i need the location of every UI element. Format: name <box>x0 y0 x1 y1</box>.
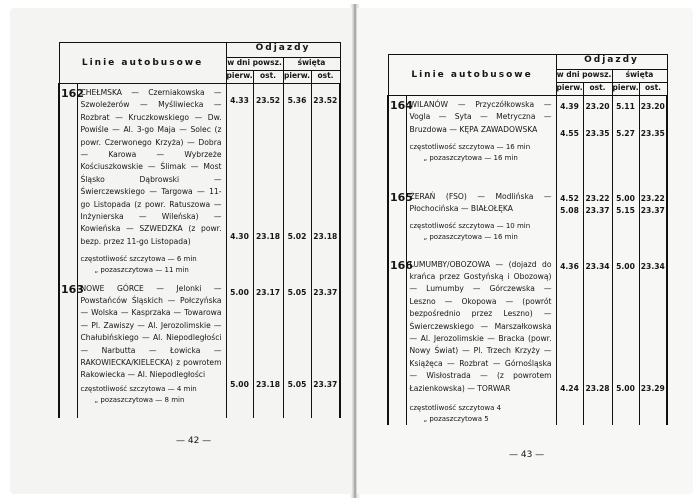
time-cell: 5.05 5.05 <box>283 280 311 418</box>
weekdays-header: w dni powsz. <box>556 70 612 83</box>
time-cell: 5.00 5.00 <box>226 280 253 418</box>
route-row <box>388 188 667 256</box>
route-row <box>388 96 667 188</box>
route-description: NOWE GÓRCE — Jelonki — Powstańców Śląskich — Połczyńska — Wolska — Kasprzaka — Towarowa — Pl. Zawiszy — Al. Jerozolimskie — Chałubińskiego — Al. Niepodległości — Narbutta — Łowicka — RAKOWIECKA/KIELECKA) z powrotem Rakowiecka — Al. Niepodległości częstotliwość szczytowa — 4 min „ pozaszczytowa — 8 min <box>77 280 226 418</box>
route-row <box>59 84 340 280</box>
right-page <box>357 8 693 494</box>
last-header: ost. <box>639 83 667 96</box>
time-cell: 23.34 23.28 <box>583 256 612 425</box>
holidays-header: święta <box>612 70 667 83</box>
lines-header: Linie autobusowe <box>59 43 226 84</box>
time-cell: 4.36 4.24 <box>556 256 583 425</box>
route-number: 166 <box>388 256 406 425</box>
route-description: WILANÓW — Przyczółkowska — Vogla — Syta — Metryczna — Bruzdowa — KĘPA ZAWADOWSKA częstotliwość szczytowa — 16 min „ pozaszczytowa — 16 min <box>406 96 556 188</box>
time-cell: 5.36 5.02 <box>283 84 311 280</box>
timetable-right <box>387 54 668 425</box>
departures-header: Odjazdy <box>556 55 667 70</box>
time-cell: 4.39 4.55 <box>556 96 583 188</box>
time-cell: 23.22 23.37 <box>583 188 612 256</box>
time-cell: 23.20 23.35 <box>583 96 612 188</box>
time-cell: 23.17 23.18 <box>253 280 283 418</box>
first-header: pierw. <box>556 83 583 96</box>
first-header: pierw. <box>612 83 639 96</box>
weekdays-header: w dni powsz. <box>226 58 283 71</box>
route-frequency: częstotliwość szczytowa 4 „ pozaszczytowa 5 <box>409 403 502 423</box>
holidays-header: święta <box>283 58 340 71</box>
time-cell: 23.52 23.18 <box>311 84 340 280</box>
first-header: pierw. <box>226 71 253 84</box>
page-number: — 42 — <box>176 436 212 446</box>
route-row <box>59 280 340 418</box>
route-row <box>388 256 667 425</box>
time-cell: 5.00 5.00 <box>612 256 639 425</box>
route-frequency: częstotliwość szczytowa — 16 min „ pozaszczytowa — 16 min <box>409 143 531 163</box>
route-number: 165 <box>388 188 406 256</box>
route-frequency: częstotliwość szczytowa — 4 min „ pozaszczytowa — 8 min <box>80 384 197 404</box>
page-number: — 43 — <box>509 450 545 460</box>
last-header: ost. <box>253 71 283 84</box>
time-cell: 23.20 23.35 <box>639 96 667 188</box>
time-cell: 23.37 23.37 <box>311 280 340 418</box>
last-header: ost. <box>583 83 612 96</box>
lines-header: Linie autobusowe <box>388 55 556 96</box>
first-header: pierw. <box>283 71 311 84</box>
time-cell: 4.33 4.30 <box>226 84 253 280</box>
route-number: 164 <box>388 96 406 188</box>
time-cell: 23.34 23.29 <box>639 256 667 425</box>
route-number: 162 <box>59 84 77 280</box>
departures-header: Odjazdy <box>226 43 340 58</box>
left-page <box>10 8 352 494</box>
route-description: ŻERAŃ (FSO) — Modlińska — Płochocińska — BIAŁOŁĘKA częstotliwość szczytowa — 10 min „ pozaszczytowa — 16 min <box>406 188 556 256</box>
route-frequency: częstotliwość szczytowa — 10 min „ pozaszczytowa — 16 min <box>409 222 531 242</box>
time-cell: 23.22 23.37 <box>639 188 667 256</box>
route-description: LUMUMBY/OBOZOWA — (dojazd do krańca przez Gostyńską i Obozową) — Lumumby — Górczewska — Leszno — Okopowa — (powrót bezpośrednio przez Leszno) — Świerczewskiego — Marszałkowska — Al. Jerozolimskie — Bracka (powr. Nowy Świat) — Pl. Trzech Krzyży — Książęca — Rozbrat — Górnośląska — Wisłostrada — (z powrotem Łazienkowska) — TORWAR częstotliwość szczytowa 4 „ pozaszczytowa 5 <box>406 256 556 425</box>
time-cell: 5.11 5.27 <box>612 96 639 188</box>
timetable-left <box>58 42 341 418</box>
time-cell: 23.52 23.18 <box>253 84 283 280</box>
route-description: CHEŁMSKA — Czerniakowska — Szwoleżerów — Myśliwiecka — Rozbrat — Kruczkowskiego — Dw. Powiśle — Al. 3-go Maja — Solec (z powr. Czerwonego Krzyża) — Dobra — Karowa — Wybrzeże Kościuszkowskie — Ślimak — Most Śląsko Dąbrowski — Świerczewskiego — Targowa — 11-go Listopada (z powr. Ratuszowa — Inżynierska — Wileńska) — Kowieńska — SZWEDZKA (z powr. bezp. przez 11-go Listopada) częstotliwość szczytowa — 6 min „ pozaszczytowa — 11 min <box>77 84 226 280</box>
route-number: 163 <box>59 280 77 418</box>
last-header: ost. <box>311 71 340 84</box>
time-cell: 4.52 5.08 <box>556 188 583 256</box>
time-cell: 5.00 5.15 <box>612 188 639 256</box>
route-frequency: częstotliwość szczytowa — 6 min „ pozaszczytowa — 11 min <box>80 255 197 275</box>
